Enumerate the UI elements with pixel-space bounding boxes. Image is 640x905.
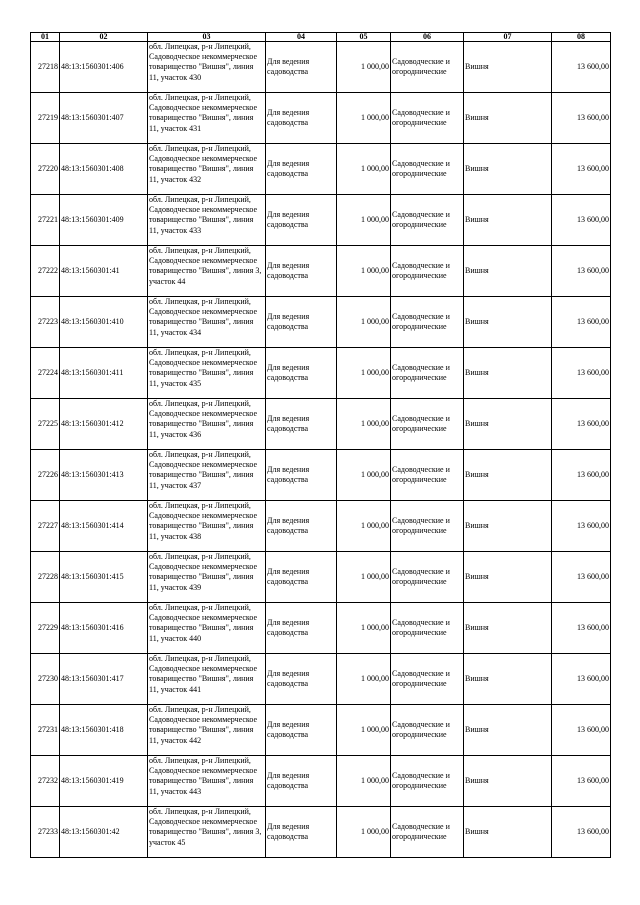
row-number-cell: 27221	[31, 195, 60, 246]
area-cell: 1 000,00	[337, 144, 391, 195]
association-name-cell: Вишня	[464, 705, 552, 756]
land-use-cell: Для ведения садоводства	[266, 93, 337, 144]
row-number-cell: 27227	[31, 501, 60, 552]
land-use-cell: Для ведения садоводства	[266, 807, 337, 858]
area-cell: 1 000,00	[337, 603, 391, 654]
cadastral-value-cell: 13 600,00	[552, 42, 611, 93]
table-row	[31, 93, 611, 144]
column-header-07: 07	[464, 33, 552, 42]
address-cell	[148, 246, 266, 297]
address-cell	[148, 399, 266, 450]
address-text: обл. Липецкая, р-н Липецкий, Садоводческое некоммерческое товарищество "Вишня", линия 11, участок 436	[149, 399, 258, 439]
address-text: обл. Липецкая, р-н Липецкий, Садоводческое некоммерческое товарищество "Вишня", линия 11, участок 441	[149, 654, 258, 694]
association-name-cell: Вишня	[464, 348, 552, 399]
address-cell	[148, 603, 266, 654]
cadastral-value-cell: 13 600,00	[552, 705, 611, 756]
association-name-cell: Вишня	[464, 756, 552, 807]
cadastral-number-cell: 48:13:1560301:409	[60, 195, 148, 246]
association-name-cell: Вишня	[464, 603, 552, 654]
association-name-cell: Вишня	[464, 42, 552, 93]
area-cell: 1 000,00	[337, 756, 391, 807]
land-use-cell: Для ведения садоводства	[266, 501, 337, 552]
row-number-cell: 27233	[31, 807, 60, 858]
cadastral-number-cell: 48:13:1560301:407	[60, 93, 148, 144]
address-text: обл. Липецкая, р-н Липецкий, Садоводческое некоммерческое товарищество "Вишня", линия 11, участок 434	[149, 297, 258, 337]
address-cell	[148, 195, 266, 246]
address-text: обл. Липецкая, р-н Липецкий, Садоводческое некоммерческое товарищество "Вишня", линия 11, участок 433	[149, 195, 258, 235]
category-cell: Садоводческие и огороднические	[391, 399, 464, 450]
cadastral-value-cell: 13 600,00	[552, 603, 611, 654]
category-cell: Садоводческие и огороднические	[391, 501, 464, 552]
row-number-cell: 27226	[31, 450, 60, 501]
row-number-cell: 27222	[31, 246, 60, 297]
cadastral-value-cell: 13 600,00	[552, 552, 611, 603]
category-cell: Садоводческие и огороднические	[391, 705, 464, 756]
association-name-cell: Вишня	[464, 501, 552, 552]
land-use-cell: Для ведения садоводства	[266, 552, 337, 603]
cadastral-number-cell: 48:13:1560301:414	[60, 501, 148, 552]
category-cell: Садоводческие и огороднические	[391, 450, 464, 501]
address-cell	[148, 654, 266, 705]
column-header-08: 08	[552, 33, 611, 42]
address-cell	[148, 450, 266, 501]
column-header-05: 05	[337, 33, 391, 42]
row-number-cell: 27219	[31, 93, 60, 144]
address-cell	[148, 552, 266, 603]
row-number-cell: 27232	[31, 756, 60, 807]
land-use-cell: Для ведения садоводства	[266, 450, 337, 501]
address-cell	[148, 297, 266, 348]
address-text: обл. Липецкая, р-н Липецкий, Садоводческое некоммерческое товарищество "Вишня", линия 11, участок 438	[149, 501, 258, 541]
area-cell: 1 000,00	[337, 501, 391, 552]
association-name-cell: Вишня	[464, 654, 552, 705]
cadastral-number-cell: 48:13:1560301:406	[60, 42, 148, 93]
address-cell	[148, 807, 266, 858]
land-use-cell: Для ведения садоводства	[266, 297, 337, 348]
row-number-cell: 27225	[31, 399, 60, 450]
area-cell: 1 000,00	[337, 93, 391, 144]
address-cell	[148, 42, 266, 93]
address-cell	[148, 756, 266, 807]
column-header-01: 01	[31, 33, 60, 42]
category-cell: Садоводческие и огороднические	[391, 654, 464, 705]
table-row	[31, 348, 611, 399]
cadastral-number-cell: 48:13:1560301:408	[60, 144, 148, 195]
table-row	[31, 297, 611, 348]
cadastral-value-cell: 13 600,00	[552, 144, 611, 195]
land-use-cell: Для ведения садоводства	[266, 654, 337, 705]
land-register-table	[30, 32, 611, 858]
cadastral-value-cell: 13 600,00	[552, 399, 611, 450]
category-cell: Садоводческие и огороднические	[391, 756, 464, 807]
cadastral-number-cell: 48:13:1560301:417	[60, 654, 148, 705]
area-cell: 1 000,00	[337, 246, 391, 297]
category-cell: Садоводческие и огороднические	[391, 807, 464, 858]
cadastral-value-cell: 13 600,00	[552, 297, 611, 348]
land-use-cell: Для ведения садоводства	[266, 705, 337, 756]
land-use-cell: Для ведения садоводства	[266, 603, 337, 654]
column-header-03: 03	[148, 33, 266, 42]
category-cell: Садоводческие и огороднические	[391, 297, 464, 348]
row-number-cell: 27224	[31, 348, 60, 399]
cadastral-number-cell: 48:13:1560301:418	[60, 705, 148, 756]
land-use-cell: Для ведения садоводства	[266, 756, 337, 807]
land-use-cell: Для ведения садоводства	[266, 195, 337, 246]
table-row	[31, 807, 611, 858]
table-row	[31, 603, 611, 654]
row-number-cell: 27218	[31, 42, 60, 93]
column-header-04: 04	[266, 33, 337, 42]
table-row	[31, 246, 611, 297]
address-text: обл. Липецкая, р-н Липецкий, Садоводческое некоммерческое товарищество "Вишня", линия 3, участок 45	[149, 807, 262, 847]
land-use-cell: Для ведения садоводства	[266, 42, 337, 93]
land-use-cell: Для ведения садоводства	[266, 144, 337, 195]
land-use-cell: Для ведения садоводства	[266, 348, 337, 399]
association-name-cell: Вишня	[464, 399, 552, 450]
table-header	[31, 33, 611, 42]
cadastral-value-cell: 13 600,00	[552, 246, 611, 297]
table-row	[31, 756, 611, 807]
cadastral-value-cell: 13 600,00	[552, 348, 611, 399]
address-cell	[148, 501, 266, 552]
area-cell: 1 000,00	[337, 450, 391, 501]
category-cell: Садоводческие и огороднические	[391, 348, 464, 399]
association-name-cell: Вишня	[464, 93, 552, 144]
address-text: обл. Липецкая, р-н Липецкий, Садоводческое некоммерческое товарищество "Вишня", линия 11, участок 435	[149, 348, 258, 388]
address-cell	[148, 144, 266, 195]
area-cell: 1 000,00	[337, 195, 391, 246]
address-text: обл. Липецкая, р-н Липецкий, Садоводческое некоммерческое товарищество "Вишня", линия 11, участок 437	[149, 450, 258, 490]
address-text: обл. Липецкая, р-н Липецкий, Садоводческое некоммерческое товарищество "Вишня", линия 11, участок 431	[149, 93, 258, 133]
area-cell: 1 000,00	[337, 654, 391, 705]
land-use-cell: Для ведения садоводства	[266, 246, 337, 297]
cadastral-number-cell: 48:13:1560301:41	[60, 246, 148, 297]
association-name-cell: Вишня	[464, 246, 552, 297]
row-number-cell: 27230	[31, 654, 60, 705]
cadastral-number-cell: 48:13:1560301:411	[60, 348, 148, 399]
address-cell	[148, 93, 266, 144]
table-row	[31, 501, 611, 552]
column-header-02: 02	[60, 33, 148, 42]
cadastral-value-cell: 13 600,00	[552, 756, 611, 807]
cadastral-number-cell: 48:13:1560301:415	[60, 552, 148, 603]
cadastral-value-cell: 13 600,00	[552, 93, 611, 144]
address-text: обл. Липецкая, р-н Липецкий, Садоводческое некоммерческое товарищество "Вишня", линия 11, участок 432	[149, 144, 258, 184]
table-row	[31, 399, 611, 450]
cadastral-number-cell: 48:13:1560301:413	[60, 450, 148, 501]
table-body	[31, 42, 611, 858]
category-cell: Садоводческие и огороднические	[391, 42, 464, 93]
address-text: обл. Липецкая, р-н Липецкий, Садоводческое некоммерческое товарищество "Вишня", линия 11, участок 442	[149, 705, 258, 745]
cadastral-number-cell: 48:13:1560301:412	[60, 399, 148, 450]
table-row	[31, 552, 611, 603]
cadastral-number-cell: 48:13:1560301:42	[60, 807, 148, 858]
association-name-cell: Вишня	[464, 195, 552, 246]
row-number-cell: 27228	[31, 552, 60, 603]
category-cell: Садоводческие и огороднические	[391, 144, 464, 195]
category-cell: Садоводческие и огороднические	[391, 93, 464, 144]
cadastral-value-cell: 13 600,00	[552, 807, 611, 858]
address-text: обл. Липецкая, р-н Липецкий, Садоводческое некоммерческое товарищество "Вишня", линия 11, участок 440	[149, 603, 258, 643]
cadastral-value-cell: 13 600,00	[552, 501, 611, 552]
area-cell: 1 000,00	[337, 297, 391, 348]
column-header-06: 06	[391, 33, 464, 42]
cadastral-number-cell: 48:13:1560301:410	[60, 297, 148, 348]
area-cell: 1 000,00	[337, 705, 391, 756]
row-number-cell: 27231	[31, 705, 60, 756]
area-cell: 1 000,00	[337, 807, 391, 858]
address-text: обл. Липецкая, р-н Липецкий, Садоводческое некоммерческое товарищество "Вишня", линия 11, участок 430	[149, 42, 258, 82]
association-name-cell: Вишня	[464, 297, 552, 348]
address-text: обл. Липецкая, р-н Липецкий, Садоводческое некоммерческое товарищество "Вишня", линия 11, участок 439	[149, 552, 258, 592]
table-row	[31, 654, 611, 705]
document-page	[30, 32, 610, 858]
association-name-cell: Вишня	[464, 807, 552, 858]
cadastral-value-cell: 13 600,00	[552, 195, 611, 246]
address-cell	[148, 705, 266, 756]
cadastral-number-cell: 48:13:1560301:419	[60, 756, 148, 807]
cadastral-number-cell: 48:13:1560301:416	[60, 603, 148, 654]
category-cell: Садоводческие и огороднические	[391, 246, 464, 297]
cadastral-value-cell: 13 600,00	[552, 450, 611, 501]
address-cell	[148, 348, 266, 399]
address-text: обл. Липецкая, р-н Липецкий, Садоводческое некоммерческое товарищество "Вишня", линия 11, участок 443	[149, 756, 258, 796]
table-row	[31, 144, 611, 195]
area-cell: 1 000,00	[337, 552, 391, 603]
header-row	[31, 33, 611, 42]
cadastral-value-cell: 13 600,00	[552, 654, 611, 705]
table-row	[31, 195, 611, 246]
category-cell: Садоводческие и огороднические	[391, 603, 464, 654]
row-number-cell: 27229	[31, 603, 60, 654]
area-cell: 1 000,00	[337, 348, 391, 399]
association-name-cell: Вишня	[464, 552, 552, 603]
row-number-cell: 27220	[31, 144, 60, 195]
area-cell: 1 000,00	[337, 399, 391, 450]
category-cell: Садоводческие и огороднические	[391, 195, 464, 246]
land-use-cell: Для ведения садоводства	[266, 399, 337, 450]
table-row	[31, 450, 611, 501]
table-row	[31, 705, 611, 756]
area-cell: 1 000,00	[337, 42, 391, 93]
category-cell: Садоводческие и огороднические	[391, 552, 464, 603]
row-number-cell: 27223	[31, 297, 60, 348]
address-text: обл. Липецкая, р-н Липецкий, Садоводческое некоммерческое товарищество "Вишня", линия 3, участок 44	[149, 246, 262, 286]
table-row	[31, 42, 611, 93]
association-name-cell: Вишня	[464, 144, 552, 195]
association-name-cell: Вишня	[464, 450, 552, 501]
